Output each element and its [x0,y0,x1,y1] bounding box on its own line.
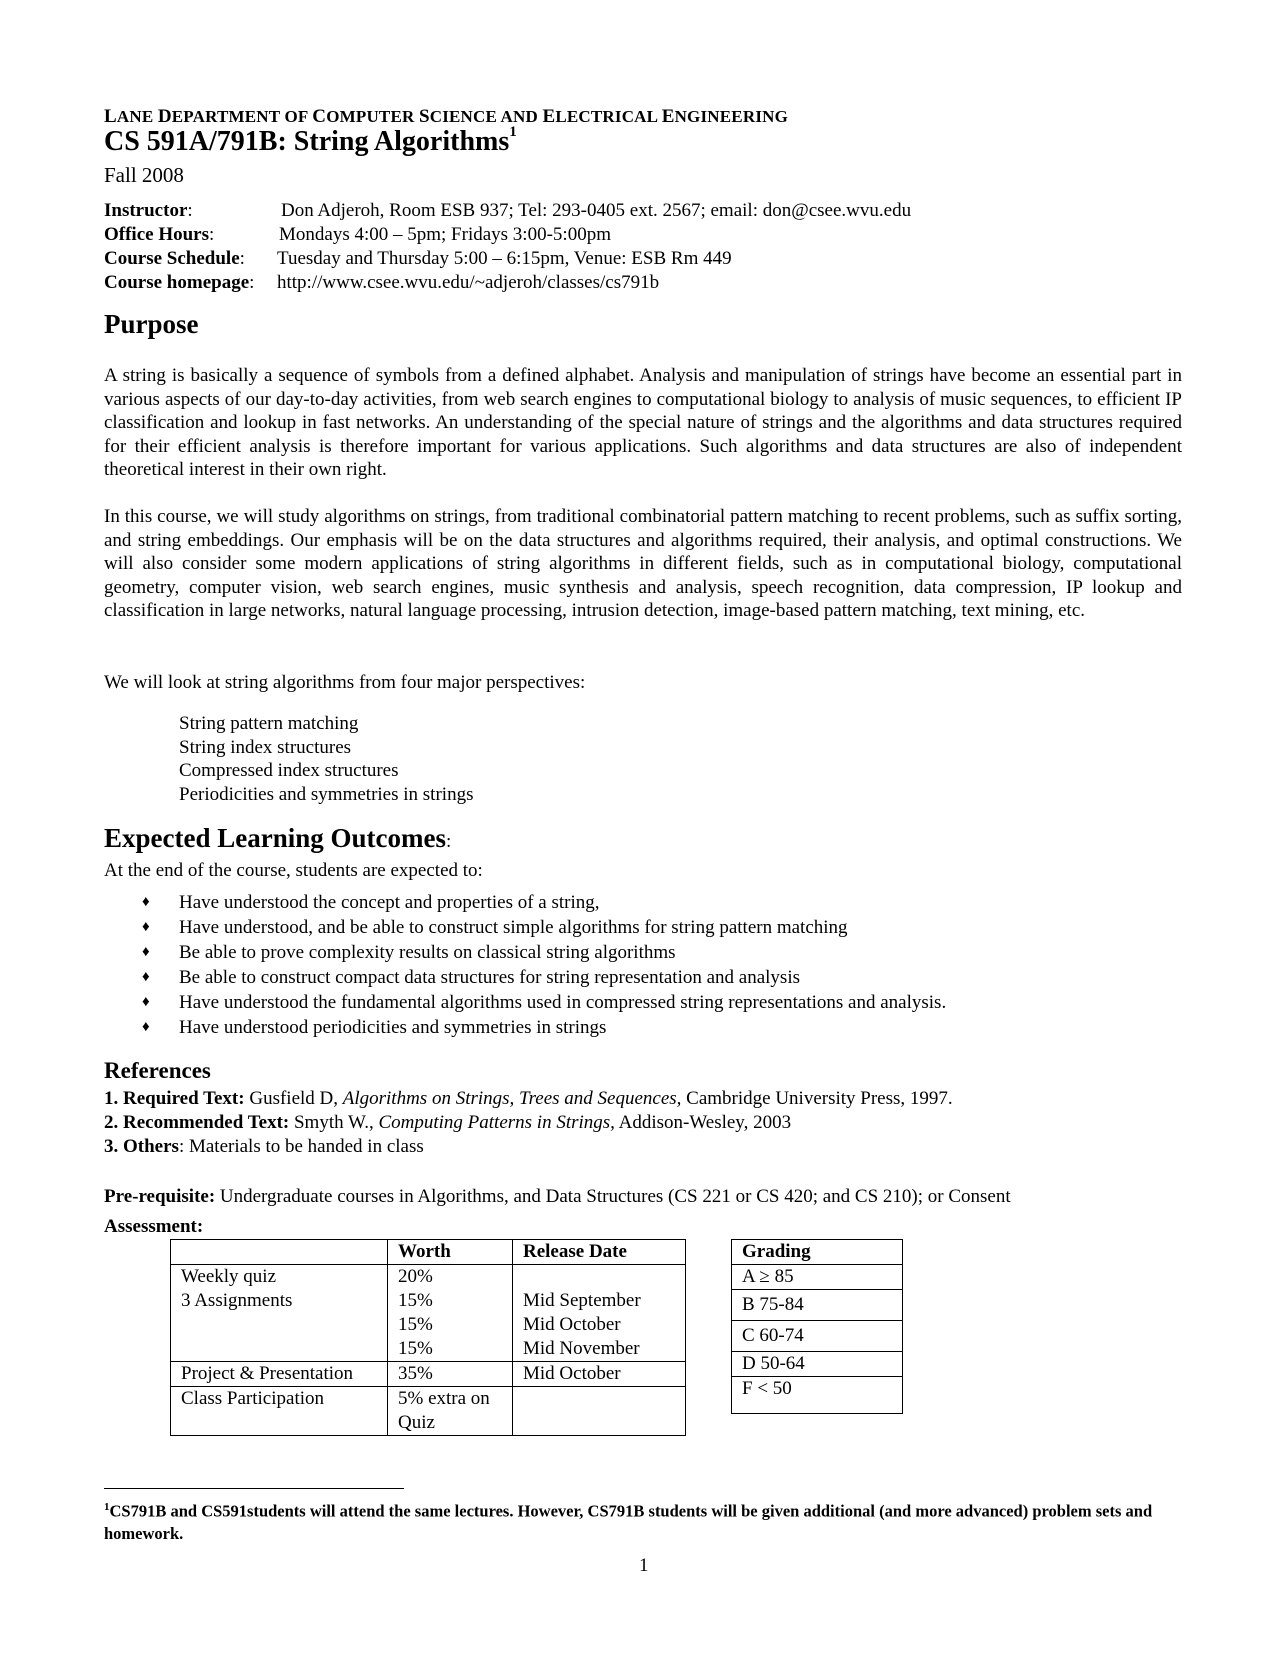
diamond-bullet-icon: ♦ [142,894,150,910]
purpose-paragraph-1: A string is basically a sequence of symbols from a defined alphabet. Analysis and manipulation of strings have become an essential part in various aspects of our day-to-day activities, from web search engines to computational biology to analysis of music sequences, to efficient IP classification and lookup in fast networks. An understanding of the special nature of strings and the algorithms and data structures required for their efficient analysis is therefore important for various applications. Such algorithms and data structures are also of independent theoretical interest in their own right. [104,365,1182,481]
references-heading: References [104,1058,211,1083]
info-course-schedule: Course Schedule: Tuesday and Thursday 5:00 – 6:15pm, Venue: ESB Rm 449 [104,248,732,269]
term: Fall 2008 [104,163,184,187]
purpose-paragraph-2: In this course, we will study algorithms on strings, from traditional combinatorial pattern matching to recent problems, such as suffix sorting, and string embeddings. Our emphasis will be on the data structures and algorithms required, their analysis, and optimal constructions. We will also consider some modern applications of string algorithms in different fields, such as in computational biology, computational geometry, computer vision, web search engines, music synthesis and analysis, speech recognition, data compression, IP lookup and classification in large networks, natural language processing, intrusion detection, image-based pattern matching, text mining, etc. [104,506,1182,622]
info-instructor: Instructor: Don Adjeroh, Room ESB 937; Tel: 293-0405 ext. 2567; email: don@csee.wvu.edu [104,200,912,221]
purpose-heading: Purpose [104,309,199,339]
table-row: B 75-84 [732,1290,903,1321]
prerequisite: Pre-requisite: Undergraduate courses in Algorithms, and Data Structures (CS 221 or CS 420; and CS 210); or Consent [104,1186,1011,1207]
list-item: String pattern matching [179,713,359,734]
reference-others: 3. Others: Materials to be handed in class [104,1136,424,1157]
outcomes-heading: Expected Learning Outcomes: [104,823,452,853]
perspectives-intro: We will look at string algorithms from four major perspectives: [104,672,586,693]
table-row: Class Participation 5% extra on Quiz [171,1387,686,1436]
footnote-divider [104,1488,404,1489]
table-row: F < 50 [732,1377,903,1414]
table-row: Project & Presentation 35% Mid October [171,1362,686,1387]
outcomes-intro: At the end of the course, students are expected to: [104,860,483,881]
diamond-bullet-icon: ♦ [142,944,150,960]
list-item: String index structures [179,736,352,758]
office-hours-value: Mondays 4:00 – 5pm; Fridays 3:00-5:00pm [279,224,611,245]
table-row: Weekly quiz 3 Assignments 20% 15% 15% 15% Mid September Mid October Mid November [171,1265,686,1362]
list-item: Compressed index structures [179,760,399,782]
info-course-homepage: Course homepage: http://www.csee.wvu.edu/~adjeroh/classes/cs791b [104,272,660,293]
course-schedule-value: Tuesday and Thursday 5:00 – 6:15pm, Venue: ESB Rm 449 [277,248,732,269]
list-item: Periodicities and symmetries in strings [179,783,474,805]
table-row: A ≥ 85 [732,1265,903,1290]
table-row: C 60-74 [732,1321,903,1352]
footnote-marker: 1 [509,124,517,140]
grading-table [731,1239,903,1414]
info-office-hours: Office Hours: Mondays 4:00 – 5pm; Fridays 3:00-5:00pm [104,224,611,245]
grading-header: Grading [732,1240,903,1265]
diamond-bullet-icon: ♦ [142,1019,150,1035]
diamond-bullet-icon: ♦ [142,994,150,1010]
page-number: 1 [639,1555,649,1576]
reference-required: 1. Required Text: Gusfield D, Algorithms on Strings, Trees and Sequences, Cambridge University Press, 1997. [104,1088,953,1109]
reference-recommended: 2. Recommended Text: Smyth W., Computing Patterns in Strings, Addison-Wesley, 2003 [104,1112,792,1133]
department-name: LANE DEPARTMENT OF COMPUTER SCIENCE AND ELECTRICAL ENGINEERING [104,106,789,127]
table-row: D 50-64 [732,1352,903,1377]
table-header-row: Worth Release Date [171,1240,686,1265]
footnote: $^1$CS791B and CS591students will attend the same lectures. However, CS791B students will be given additional (and more advanced) problem sets and homework. [104,1501,1153,1543]
course-homepage-link[interactable]: http://www.csee.wvu.edu/~adjeroh/classes/cs791b [277,272,660,293]
perspectives-list [179,712,473,806]
diamond-bullet-icon: ♦ [142,919,150,935]
assessment-label: Assessment: [104,1216,204,1237]
assessment-table [170,1239,686,1436]
diamond-bullet-icon: ♦ [142,969,150,985]
course-title: CS 591A/791B: String Algorithms$^1$ [104,124,517,157]
instructor-value: Don Adjeroh, Room ESB 937; Tel: 293-0405 ext. 2567; email: don@csee.wvu.edu [281,200,912,221]
